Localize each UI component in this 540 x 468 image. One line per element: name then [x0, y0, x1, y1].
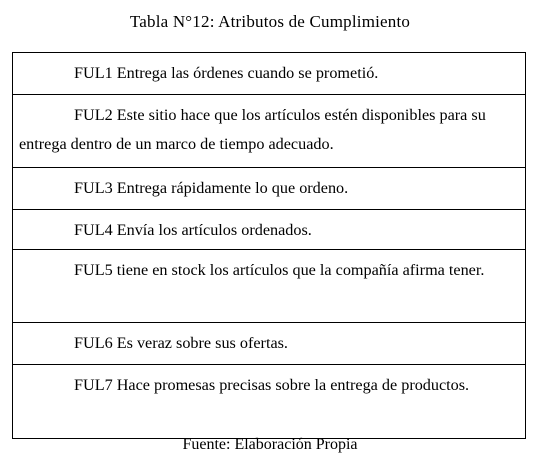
table-row: FUL1 Entrega las órdenes cuando se prometió.	[13, 53, 525, 95]
table-title: Tabla N°12: Atributos de Cumplimiento	[129, 12, 411, 31]
table-row: FUL5 tiene en stock los artículos que la compañía afirma tener.	[13, 250, 525, 323]
source-caption: Fuente: Elaboración Propia	[182, 436, 358, 453]
table-row: FUL4 Envía los artículos ordenados.	[13, 210, 525, 250]
table-row: FUL7 Hace promesas precisas sobre la entrega de productos.	[13, 365, 525, 439]
attributes-table	[12, 52, 526, 439]
table-row: FUL6 Es veraz sobre sus ofertas.	[13, 323, 525, 365]
table-row: FUL3 Entrega rápidamente lo que ordeno.	[13, 168, 525, 210]
table-row: FUL2 Este sitio hace que los artículos estén disponibles para su entrega dentro de un marco de tiempo adecuado.	[13, 95, 525, 168]
